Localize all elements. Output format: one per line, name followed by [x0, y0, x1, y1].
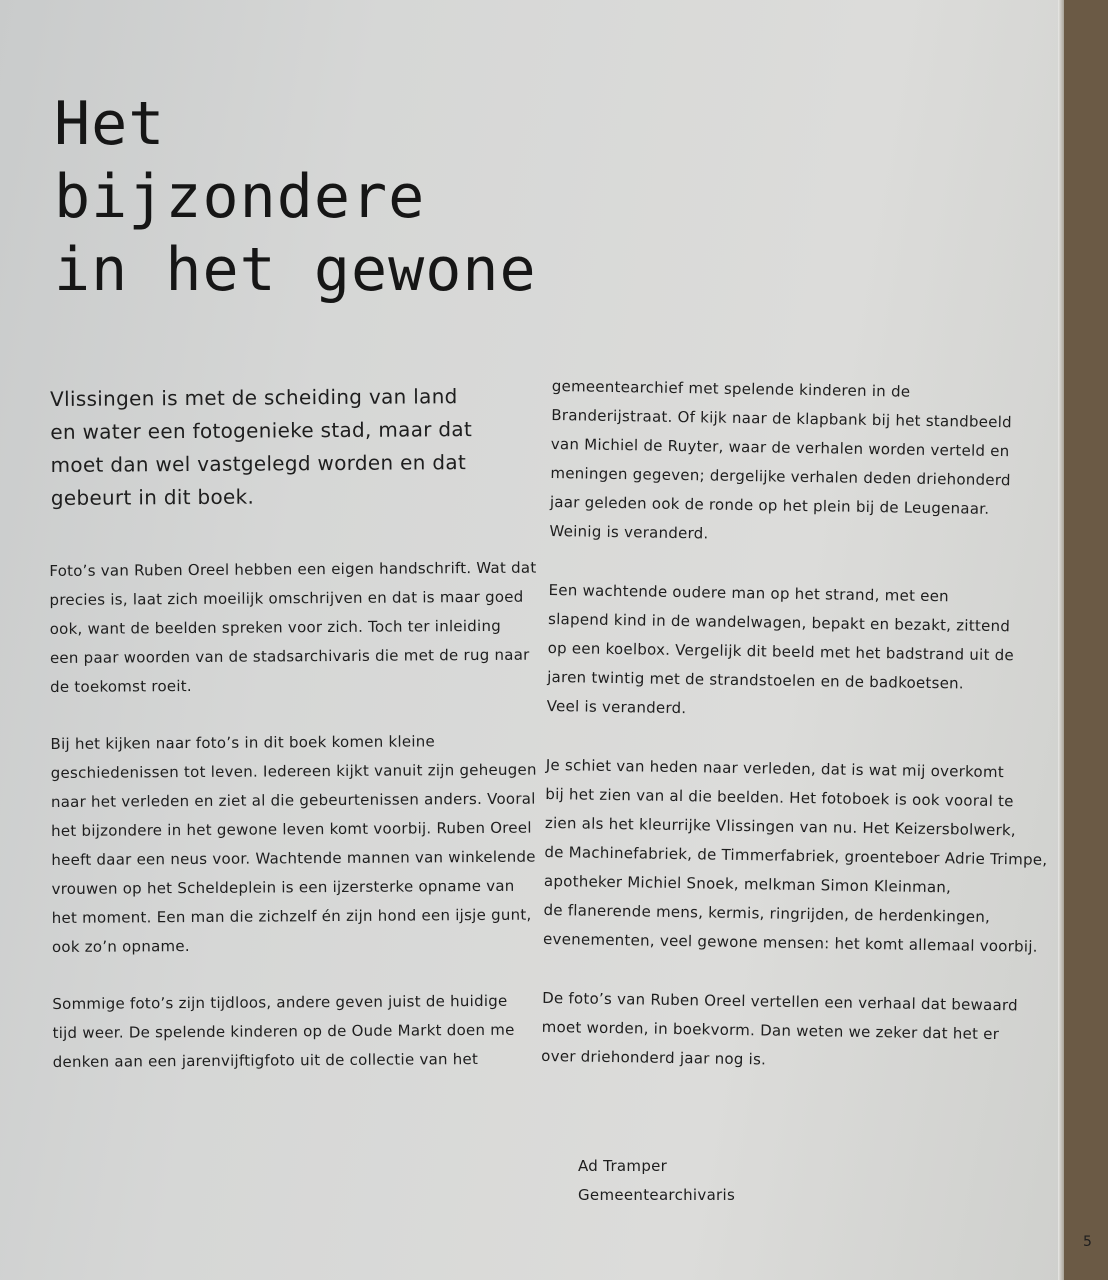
title-line: in het gewone	[54, 235, 537, 305]
body-paragraph	[547, 576, 1049, 729]
text-line: de toekomst roeit.	[50, 677, 192, 696]
left-column	[48, 380, 537, 1105]
text-line: Je schiet van heden naar verleden, dat is wat mij overkomt	[545, 755, 1005, 782]
text-line: Bij het kijken naar foto’s in dit boek komen kleine	[50, 732, 436, 753]
text-line: en water een fotogenieke stad, maar dat	[50, 417, 473, 444]
text-line: Branderijstraat. Of kijk naar de klapbank bij het standbeeld	[551, 405, 1013, 432]
text-line: zien als het kleurrijke Vlissingen van nu. Het Keizersbolwerk,	[544, 813, 1017, 840]
text-line: moet dan wel vastgelegd worden en dat	[50, 450, 467, 477]
text-line: het bijzondere in het gewone leven komt voorbij. Ruben Oreel	[51, 818, 532, 840]
author-name: Ad Tramper	[578, 1157, 668, 1175]
text-line: apotheker Michiel Snoek, melkman Simon Kleinman,	[543, 871, 952, 897]
text-line: Sommige foto’s zijn tijdloos, andere geven juist de huidige	[52, 991, 508, 1013]
text-line: naar het verleden en ziet al die gebeurtenissen anders. Vooral	[50, 789, 536, 811]
text-line: Vlissingen is met de scheiding van land	[50, 384, 458, 411]
text-line: vrouwen op het Scheldeplein is een ijzersterke opname van	[51, 876, 515, 898]
signature-block	[578, 1152, 735, 1210]
text-line: jaren twintig met de strandstoelen en de badkoetsen.	[547, 667, 965, 693]
text-line: De foto’s van Ruben Oreel vertellen een verhaal dat bewaard	[542, 988, 1019, 1015]
text-line: denken aan een jarenvijftigfoto uit de collectie van het	[52, 1050, 479, 1071]
text-line: de flanerende mens, kermis, ringrijden, de herdenkingen,	[543, 900, 991, 926]
text-line: tijd weer. De spelende kinderen op de Oude Markt doen me	[52, 1020, 515, 1042]
text-line: gebeurt in dit boek.	[50, 484, 255, 510]
text-line: gemeentearchief met spelende kinderen in de	[551, 376, 911, 401]
text-line: jaar geleden ook de ronde op het plein bij de Leugenaar.	[549, 492, 990, 518]
text-line: evenementen, veel gewone mensen: het komt allemaal voorbij.	[542, 929, 1038, 956]
text-line: slapend kind in de wandelwagen, bepakt en bezakt, zittend	[547, 609, 1011, 636]
text-line: meningen gegeven; dergelijke verhalen deden driehonderd	[550, 463, 1011, 490]
body-paragraph	[50, 727, 537, 962]
lead-paragraph	[50, 380, 529, 515]
body-paragraph	[543, 751, 1046, 962]
body-paragraph	[49, 554, 537, 702]
body-paragraph	[549, 372, 1052, 554]
text-line: Foto’s van Ruben Oreel hebben een eigen handschrift. Wat dat	[49, 558, 537, 580]
text-line: ook, want de beelden spreken voor zich. Toch ter inleiding	[49, 616, 502, 638]
text-line: de Machinefabriek, de Timmerfabriek, groenteboer Adrie Trimpe,	[544, 842, 1048, 869]
text-line: het moment. Een man die zichzelf én zijn hond een ijsje gunt,	[51, 905, 532, 927]
text-line: geschiedenissen tot leven. Iedereen kijkt vanuit zijn geheugen	[50, 760, 537, 782]
page-number: 5	[1083, 1234, 1092, 1250]
text-line: op een koelbox. Vergelijk dit beeld met het badstrand uit de	[547, 638, 1015, 665]
page-title	[54, 88, 537, 307]
text-line: Een wachtende oudere man op het strand, met een	[548, 580, 950, 606]
text-line: een paar woorden van de stadsarchivaris die met de rug naar	[49, 645, 530, 667]
author-role: Gemeentearchivaris	[578, 1186, 736, 1204]
right-column	[541, 372, 1052, 1109]
text-line: van Michiel de Ruyter, waar de verhalen worden verteld en	[550, 434, 1010, 461]
title-line: Het	[54, 89, 166, 159]
title-line: bijzondere	[54, 162, 426, 232]
text-line: Weinig is veranderd.	[549, 521, 709, 543]
text-line: moet worden, in boekvorm. Dan weten we zeker dat het er	[541, 1017, 1000, 1044]
text-line: over driehonderd jaar nog is.	[541, 1046, 767, 1069]
body-paragraph	[541, 984, 1042, 1079]
text-line: bij het zien van al die beelden. Het fotoboek is ook vooral te	[545, 784, 1014, 811]
text-line: precies is, laat zich moeilijk omschrijven en dat is maar goed	[49, 587, 524, 609]
text-line: heeft daar een neus voor. Wachtende mannen van winkelende	[51, 847, 536, 869]
text-line: ook zo’n opname.	[51, 937, 190, 956]
text-line: Veel is veranderd.	[546, 696, 687, 718]
page-edge	[1058, 0, 1064, 1280]
body-paragraph	[52, 987, 533, 1077]
